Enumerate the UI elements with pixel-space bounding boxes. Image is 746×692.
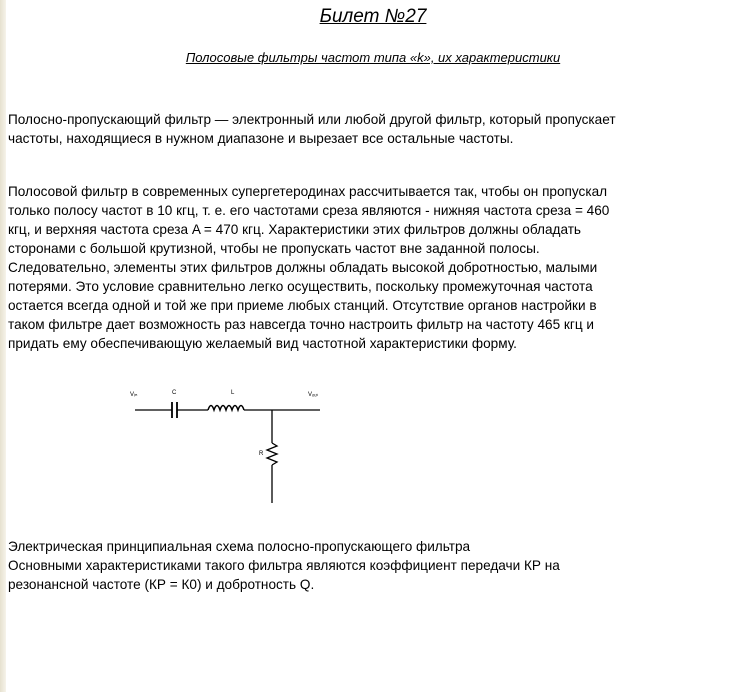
left-decor-strip <box>0 0 6 692</box>
resistor-label: R <box>259 451 264 457</box>
inductor-coil <box>208 406 244 411</box>
circuit-diagram <box>120 378 350 508</box>
capacitor-label: C <box>172 390 177 396</box>
vin-label: Vᵢₙ <box>130 392 138 398</box>
paragraph-definition: Полосно-пропускающий фильтр — электронный или любой другой фильтр, который пропускает частоты, находящиеся в нужном диапазоне и вырезает все остальные частоты. <box>8 112 616 146</box>
ticket-title: Билет №27 <box>319 6 427 27</box>
vout-label: Vₒᵤₜ <box>308 392 319 398</box>
inductor-label: L <box>231 390 235 396</box>
resistor-zigzag <box>267 443 277 465</box>
paragraph-superheterodyne: Полосовой фильтр в современных супергетеродинах рассчитывается так, чтобы он пропускал только полосу частот в 10 кгц, т. е. его частотами среза являются - нижняя частота среза = 460 кгц, и верхняя частота среза A = 470 кгц. Характеристики этих фильтров должны обладать сторонами с большой крутизной, чтобы не пропускать частот вне заданной полосы. Следовательно, элементы этих фильтров должны обладать высокой добротностью, малыми потерями. Это условие сравнительно легко осуществить, поскольку промежуточная частота остается всегда одной и той же при приеме любых станций. Отсутствие органов настройки в таком фильтре дает возможность раз навсегда точно настроить фильтр на частоту 465 кгц и придать ему обеспечивающую желаемый вид частотной характеристики форму. <box>8 184 610 351</box>
paragraph-characteristics: Электрическая принципиальная схема полосно-пропускающего фильтра Основными характеристиками такого фильтра являются коэффициент передачи КР на резонансной частоте (КР = К0) и добротность Q. <box>8 539 560 592</box>
subtitle: Полосовые фильтры частот типа «k», их характеристики <box>185 50 561 65</box>
